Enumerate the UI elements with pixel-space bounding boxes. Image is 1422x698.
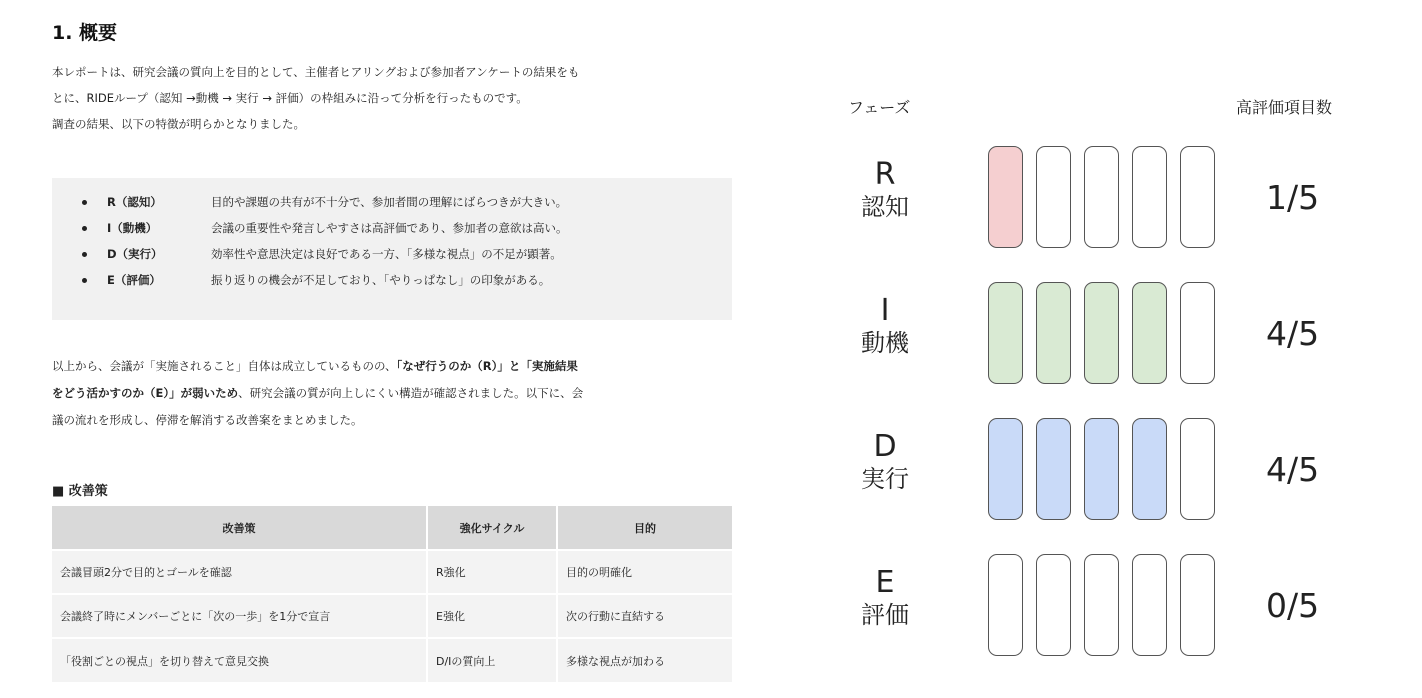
column-header: 強化サイクル (427, 506, 557, 550)
table-cell: 次の行動に直結する (557, 594, 732, 638)
conclusion-emphasis: をどう活かすのか（E）」が弱いため (52, 386, 239, 400)
summary-list (82, 189, 568, 293)
overview-section (52, 18, 742, 137)
section-heading: 1. 概要 (52, 22, 118, 44)
count-column-header: 高評価項目数 (1236, 98, 1333, 117)
rating-panel (810, 0, 1410, 698)
table-cell: E強化 (427, 594, 557, 638)
table-cell: R強化 (427, 550, 557, 594)
bullet-icon (82, 200, 87, 205)
conclusion-emphasis: 「なぜ行うのか（R）」と「実施結果 (396, 359, 578, 373)
phase-column-header: フェーズ (848, 98, 911, 117)
rating-bar (1132, 554, 1167, 656)
phase-row-d (810, 418, 1410, 522)
summary-text: 効率性や意思決定は良好である一方、「多様な視点」の不足が顕著。 (211, 247, 562, 261)
rating-bars (988, 146, 1228, 248)
summary-key: I（動機） (107, 221, 158, 235)
summary-key: E（評価） (107, 273, 161, 287)
table-cell: 「役割ごとの視点」を切り替えて意見交換 (52, 638, 427, 682)
phase-row-r (810, 146, 1410, 250)
bullet-icon (82, 252, 87, 257)
phase-score: 4/5 (1266, 314, 1320, 353)
phase-label (840, 566, 930, 630)
phase-score: 1/5 (1266, 178, 1320, 217)
phase-name: 認知 (861, 193, 909, 221)
measures-title: ■ 改善策 (52, 484, 108, 499)
rating-bar (1084, 146, 1119, 248)
rating-bars (988, 418, 1228, 520)
rating-bar (1180, 282, 1215, 384)
bullet-icon (82, 226, 87, 231)
conclusion-text: 以上から、会議が「実施されること」自体は成立しているものの、 (52, 359, 397, 373)
rating-bars (988, 282, 1228, 384)
column-header: 改善策 (52, 506, 427, 550)
bullet-icon (82, 278, 87, 283)
phase-label (840, 294, 930, 358)
table-cell: 会議冒頭2分で目的とゴールを確認 (52, 550, 427, 594)
rating-bar (988, 282, 1023, 384)
table-cell: 多様な視点が加わる (557, 638, 732, 682)
summary-text: 目的や課題の共有が不十分で、参加者間の理解にばらつきが大きい。 (211, 195, 568, 209)
phase-label (840, 430, 930, 494)
phase-label (840, 158, 930, 222)
table-row (52, 550, 732, 594)
phase-letter: E (875, 565, 895, 600)
phase-row-e (810, 554, 1410, 658)
rating-bar (988, 418, 1023, 520)
summary-item (82, 241, 568, 267)
rating-bars (988, 554, 1228, 656)
rating-bar (1180, 146, 1215, 248)
rating-bar (1036, 146, 1071, 248)
table-cell: 目的の明確化 (557, 550, 732, 594)
rating-bar (1132, 146, 1167, 248)
table-cell: 会議終了時にメンバーごとに「次の一歩」を1分で宣言 (52, 594, 427, 638)
rating-bar (1036, 418, 1071, 520)
rating-bar (988, 146, 1023, 248)
summary-item (82, 215, 568, 241)
summary-text: 会議の重要性や発言しやすさは高評価であり、参加者の意欲は高い。 (211, 221, 568, 235)
table-row (52, 638, 732, 682)
rating-bar (1084, 554, 1119, 656)
intro-line-3: 調査の結果、以下の特徴が明らかとなりました。 (52, 117, 305, 131)
rating-bar (1084, 418, 1119, 520)
phase-name: 実行 (861, 465, 909, 493)
phase-name: 動機 (861, 329, 909, 357)
intro-line-2: とに、RIDEループ（認知 →動機 → 実行 → 評価）の枠組みに沿って分析を行ったものです。 (52, 91, 528, 105)
summary-key: D（実行） (107, 247, 163, 261)
rating-bar (1084, 282, 1119, 384)
summary-key: R（認知） (107, 195, 162, 209)
rating-bar (1132, 418, 1167, 520)
phase-row-i (810, 282, 1410, 386)
rating-bar (1180, 554, 1215, 656)
column-header: 目的 (557, 506, 732, 550)
table-row (52, 594, 732, 638)
phase-name: 評価 (861, 601, 909, 629)
rating-bar (988, 554, 1023, 656)
rating-bar (1180, 418, 1215, 520)
conclusion-paragraph (52, 353, 742, 434)
summary-item (82, 189, 568, 215)
rating-bar (1036, 554, 1071, 656)
conclusion-text: 議の流れを形成し、停滞を解消する改善案をまとめました。 (52, 413, 363, 427)
rating-bar (1036, 282, 1071, 384)
summary-text: 振り返りの機会が不足しており、「やりっぱなし」の印象がある。 (211, 273, 551, 287)
summary-item (82, 267, 568, 293)
phase-letter: R (874, 157, 896, 192)
conclusion-text: 、研究会議の質が向上しにくい構造が確認されました。以下に、会 (238, 386, 584, 400)
phase-letter: D (873, 429, 897, 464)
table-header-row (52, 506, 732, 550)
phase-score: 4/5 (1266, 450, 1320, 489)
table-cell: D/Iの質向上 (427, 638, 557, 682)
phase-score: 0/5 (1266, 586, 1320, 625)
summary-box (52, 178, 732, 320)
intro-line-1: 本レポートは、研究会議の質向上を目的として、主催者ヒアリングおよび参加者アンケートの結果をも (52, 65, 580, 79)
measures-table (52, 506, 732, 682)
rating-bar (1132, 282, 1167, 384)
phase-letter: I (880, 293, 890, 328)
